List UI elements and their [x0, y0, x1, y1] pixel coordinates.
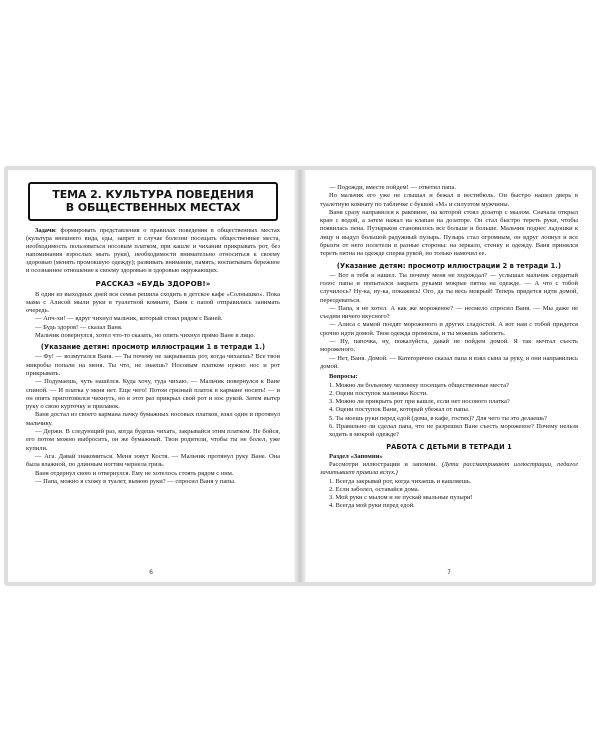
task-label: Задачи [35, 227, 56, 234]
question-item: 4. Оцени поступок Вани, который убежал от папы. [329, 406, 470, 414]
remember-section-title: Раздел «Запомни» [329, 452, 383, 460]
story-paragraph: В один из выходных дней вся семья решила сходить в детское кафе «Солнышко». Пока мама с Алисой мыли руки в туалетной комнате, Ваня с папой отправились занимать очередь. [26, 290, 280, 315]
remember-instruction-text: Рассмотри иллюстрации и запомни. [329, 460, 442, 468]
story-paragraph: — Апч-хи! — вдруг чихнул мальчик, который стоял рядом с Ваней. [35, 315, 223, 323]
question-item: 6. Правильно ли сделал папа, что не разрешил Ване съесть мороженое? Почему нельзя ходить в мокрой одежде? [329, 423, 578, 439]
story-paragraph: — Алиса с мамой поедят мороженого и других сладостей. А вот нам с тобой придется срочно идти домой. Твоя одежда промокла, и ты можешь заболеть. [320, 321, 578, 337]
story-paragraph: Ваня достал из своего кармана пачку бумажных носовых платков, взял один и протянул мальчику. [26, 411, 280, 427]
task-text: : формировать представления о правилах поведения в общественных местах (культура внешнего вида, еды, запрет в случае болезни посещать общественные места, необходимость пользоваться носовым платком, при кашле и чихании прикрывать рот, без напоминания взрослых мыть руки), необходимости внимательно относиться к своему здоровью (менять промокшую одежду); развивать внимание, память; воспитывать бережное и осознанное отношение к своему здоровью и здоровью окружающих. [26, 227, 280, 275]
task-paragraph [26, 227, 280, 276]
topic-title-line-2: В ОБЩЕСТВЕННЫХ МЕСТАХ [65, 201, 241, 214]
illustration-note-2: (Указание детям: просмотр иллюстрации 2 в тетради 1.) [336, 261, 562, 270]
story-paragraph: — Ну, папочка, ну, пожалуйста, давай не пойдем домой. Я так мечтал съесть мороженого. [320, 338, 578, 354]
rule-item: 3. Мой руки с мылом и не пускай мыльные пузыри! [329, 494, 473, 502]
story-paragraph: — Нет, Ваня. Домой. — Категорично сказал папа и взял сына за руку, и они направились домой. [320, 354, 578, 370]
remember-instruction-note: (Дети рассматривают иллюстрации, педагог зачитывает правила вслух.) [320, 460, 578, 477]
questions-title: Вопросы: [329, 373, 358, 381]
rule-item: 4. Всегда мой руки перед едой. [329, 502, 415, 510]
story-paragraph: — Папа, можно я схожу в туалет, вымою руки? — спросил Ваня у папы. [35, 477, 236, 485]
story-paragraph: Ваня сразу направился к раковине, на которой стоял дозатор с мылом. Сначала открыл кран с водой, а затем нажал на клапан на дозаторе. Он стал быстро тереть руки, чтобы появилась пена. Пузырьков становилось все больше и больше. Мальчик поднес ладошки к лицу и выдул большой радужный пузырь. Пузырь стал огромным, он вдруг лопнул и все брызги от него полетели в разные стороны: на зеркало, стенку и одежду. Ваня принялся тереть пятна на одежде сперва рукой, но только намочил ее. [320, 208, 578, 258]
page-number-right: 7 [447, 569, 451, 576]
story-paragraph: — Вот я тебя и нашел. Ты почему меня не подождал? — услышал мальчик сердитый голос папы и попытался закрыть руками мокрые пятна на одежде. — А что с тобой случилось? Ну-ка, ну-ка, покажись! Ого, да ты весь мокрый! Теперь придется идти домой, переодеваться. [320, 271, 578, 304]
page-number-left: 6 [149, 569, 153, 576]
story-paragraph: — Будь здоров! — сказал Ваня. [35, 323, 123, 331]
rule-item: 2. Если заболел, оставайся дома. [329, 485, 420, 493]
question-item: 1. Можно ли больному человеку посещать общественные места? [329, 381, 509, 389]
story-paragraph: Но мальчик его уже не слышал и бежал в вестибюль. Он быстро нашел дверь в туалетную комнату по табличке с буквой «М» и силуэтом мужчины. [320, 192, 578, 208]
remember-instructions [320, 461, 578, 478]
story-paragraph: Ваня отдернул свою и отвернулся. Ему не хотелось стоять рядом с ним. [35, 469, 234, 477]
story-paragraph: — Держи. В следующий раз, когда будешь чихать, закрывайся этим платком. Не бойся, его потом можно выбросить, он же бумажный. Твои родители, чтобы ты не болел, уже купили. [26, 428, 280, 452]
book-spread [4, 166, 596, 586]
topic-title-box [28, 182, 278, 221]
story-paragraph: — Папа, я не хотел. А как же мороженое? — несмело спросил Ваня. — Мы даже не съедим ничего вкусного? [320, 304, 578, 321]
story-paragraph: — Ага. Давай знакомиться. Меня зовут Костя. — Мальчик протянул руку Ване. Она была влажной, по длинным ногтям чернела грязь. [26, 452, 280, 469]
story-paragraph: — Фу! — возмутился Ваня. — Ты почему не закрываешь рот, когда чихаешь? Все твои микробы попали на меня. Ты что, не знаешь? Носовым платком нужно нос и рот прикрывать. [26, 353, 280, 377]
illustration-note-1: (Указание детям: просмотр иллюстрации 1 в тетради 1.) [40, 343, 266, 352]
story-title: РАССКАЗ «БУДЬ ЗДОРОВ!» [95, 278, 211, 288]
book-gutter [294, 170, 306, 582]
story-paragraph: — Подумаешь, чуть нашёлся. Куда хочу, туда чихаю. — Мальчик повернулся к Ване спиной. — И платка у меня нет. Еще чего! Потом грязный платок в кармане носить! — и он опять приготовился чихнуть, но в этот раз прикрыл свой рот и нос рукой. Затем вытер руку о свою курточку и прилавок. [26, 378, 280, 411]
workbook-section-title: РАБОТА С ДЕТЬМИ В ТЕТРАДИ 1 [386, 442, 512, 451]
question-item: 3. Можно ли прикрыть рот при кашле, если нет носового платка? [329, 398, 510, 406]
left-page [8, 170, 294, 582]
right-page [306, 170, 592, 582]
topic-title-line-1: ТЕМА 2. КУЛЬТУРА ПОВЕДЕНИЯ [52, 188, 254, 201]
question-item: 5. Ты моешь руки перед едой (дома, в кафе, гостях)? Для чего ты это делаешь? [329, 414, 547, 422]
story-paragraph: Мальчик повернулся, хотел что-то сказать, но опять чихнул прямо Ване в лицо. [35, 332, 256, 340]
story-paragraph: — Подожди, вместе пойдем! — ответил папа. [329, 184, 456, 191]
rule-item: 1. Всегда закрывай рот, когда чихаешь и кашляешь. [329, 477, 472, 485]
question-item: 2. Оцени поступок мальчика Кости. [329, 389, 428, 397]
